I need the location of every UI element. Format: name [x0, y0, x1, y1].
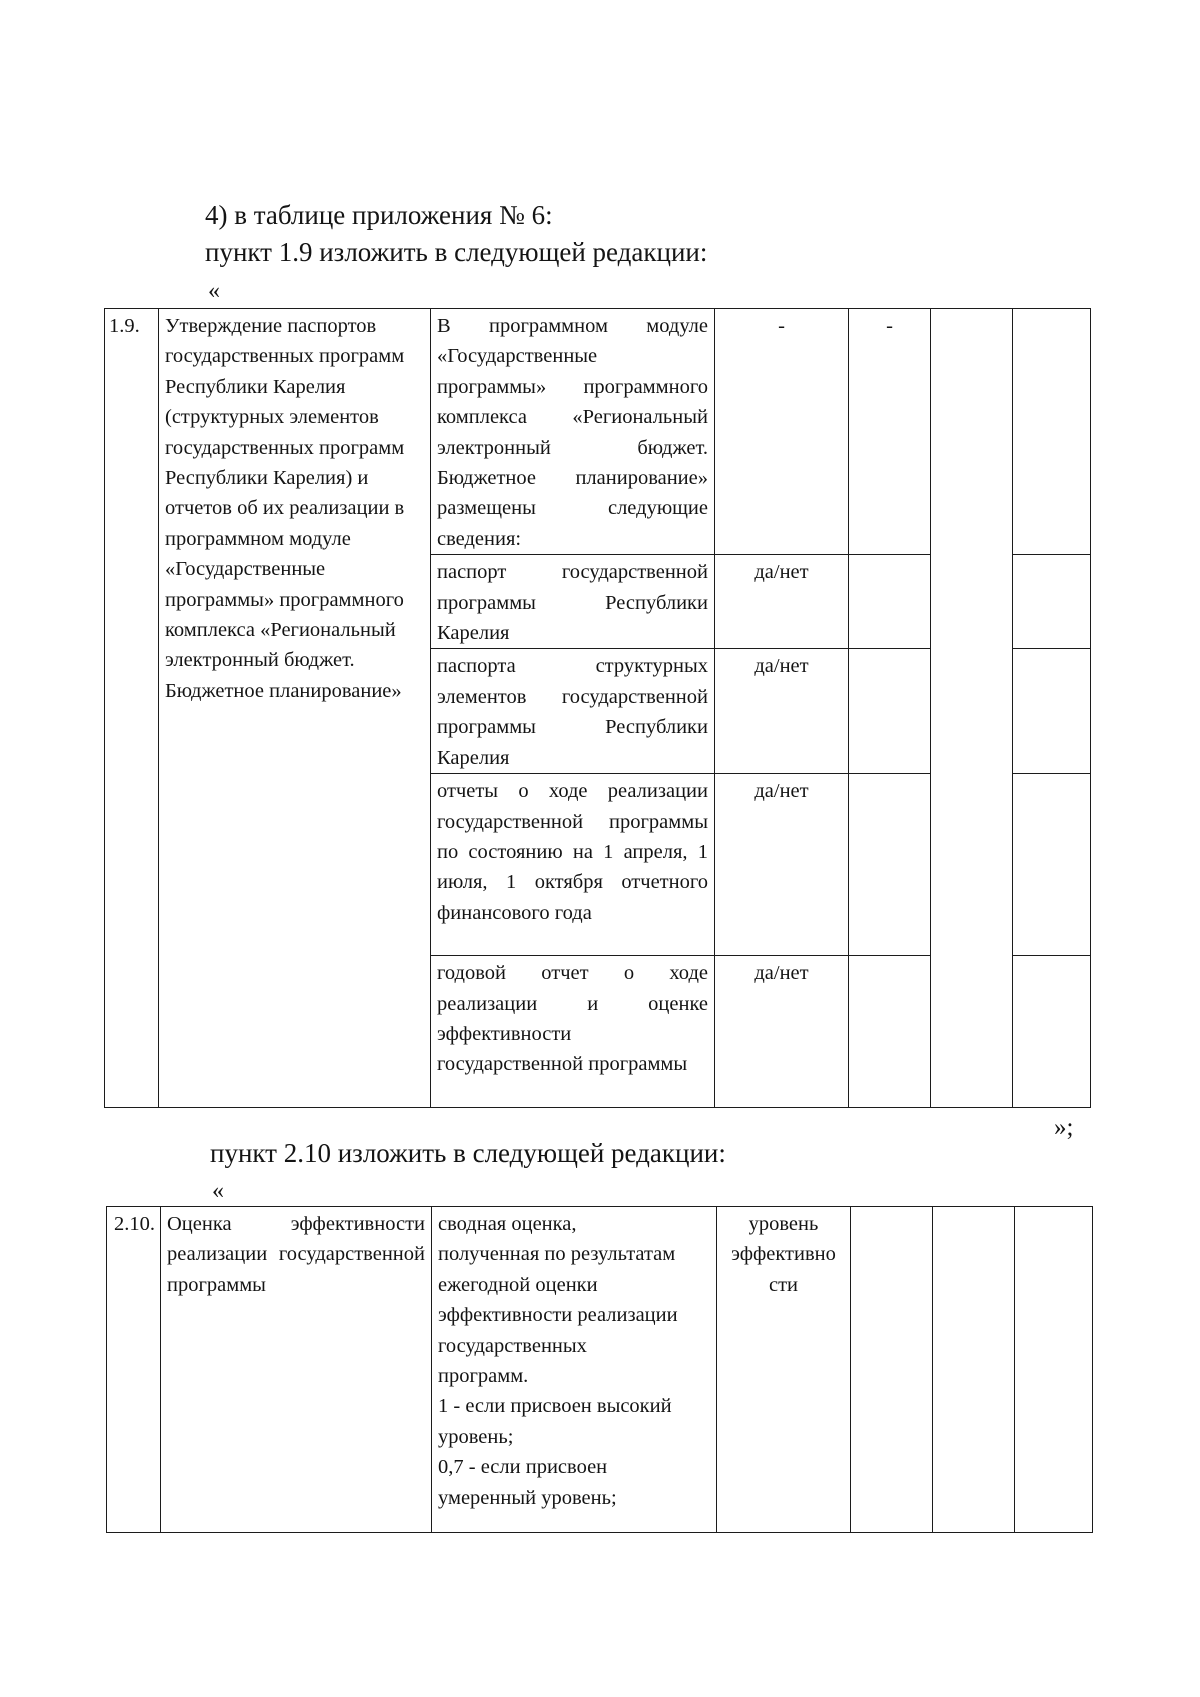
table-item-1-9	[104, 308, 1091, 1108]
table1-row-col5	[849, 956, 931, 1108]
table2-description-line: эффективности реализации	[438, 1304, 678, 1327]
table2-col6-cell	[933, 1207, 1015, 1533]
table2-description-line: программ.	[438, 1365, 529, 1388]
closing-quote: »;	[1054, 1114, 1074, 1141]
table1-number-cell: 1.9.	[105, 309, 159, 1108]
table2-number-cell: 2.10.	[107, 1207, 161, 1533]
table1-row-col5	[849, 555, 931, 649]
table2-col5-cell	[851, 1207, 933, 1533]
table1-indicator-name: Утверждение паспортов государственных программ Республики Карелия (структурных элементов государственных программ Республики Карелия) и отчетов об их реализации в программном модуле «Государственные программы» программного комплекса «Региональный электронный бюджет. Бюджетное планирование»	[159, 309, 431, 1108]
table2-indicator-name: Оценка эффективности реализации государственной программы	[161, 1207, 432, 1533]
table1-row-value: да/нет	[715, 555, 849, 649]
opening-quote-1: «	[208, 278, 220, 304]
table1-intro-col5: -	[849, 309, 931, 555]
table2-description-line: 1 - если присвоен высокий	[438, 1395, 672, 1418]
table1-row-value: да/нет	[715, 649, 849, 774]
table1-col7-cell	[1013, 309, 1091, 555]
table-item-2-10	[106, 1206, 1093, 1533]
table1-row-text: отчеты о ходе реализации государственной программы по состоянию на 1 апреля, 1 июля, 1 октября отчетного финансового года	[431, 774, 715, 956]
table1-row-col7	[1013, 649, 1091, 774]
table2-unit	[717, 1207, 851, 1533]
table2-description-line: сводная оценка,	[438, 1213, 577, 1235]
table2-description-line: уровень;	[438, 1425, 514, 1448]
table1-row-col7	[1013, 956, 1091, 1108]
table1-intro-col4: -	[715, 309, 849, 555]
table1-intro-text: В программном модуле «Государственные программы» программного комплекса «Региональный электронный бюджет. Бюджетное планирование» размещены следующие сведения:	[431, 309, 715, 555]
table1-row-col5	[849, 649, 931, 774]
table2-unit-line: эффективно	[731, 1243, 836, 1266]
amendment-heading: 4) в таблице приложения № 6:	[205, 200, 553, 230]
table1-row-value: да/нет	[715, 774, 849, 956]
table1-row-text: паспорт государственной программы Республики Карелия	[431, 555, 715, 649]
item-1-9-heading: пункт 1.9 изложить в следующей редакции:	[205, 237, 708, 267]
item-2-10-heading: пункт 2.10 изложить в следующей редакции:	[210, 1138, 726, 1168]
table1-col6-cell	[931, 309, 1013, 1108]
table1-row-col7	[1013, 774, 1091, 956]
table1-row-value: да/нет	[715, 956, 849, 1108]
table2-description-line: умеренный уровень;	[438, 1486, 617, 1509]
opening-quote-2: «	[212, 1178, 224, 1204]
table1-row-col5	[849, 774, 931, 956]
table2-description-line: 0,7 - если присвоен	[438, 1456, 608, 1479]
table2-description	[432, 1207, 717, 1533]
table2-unit-line: сти	[768, 1273, 799, 1296]
table2-unit-line: уровень	[748, 1213, 819, 1235]
table2-col7-cell	[1015, 1207, 1093, 1533]
table2-description-line: государственных	[438, 1334, 587, 1357]
table1-row-text: паспорта структурных элементов государственной программы Республики Карелия	[431, 649, 715, 774]
table1-row-col7	[1013, 555, 1091, 649]
table1-row-text: годовой отчет о ходе реализации и оценке эффективности государственной программы	[431, 956, 715, 1108]
table2-description-line: полученная по результатам	[438, 1243, 676, 1266]
table2-description-line: ежегодной оценки	[438, 1273, 598, 1296]
